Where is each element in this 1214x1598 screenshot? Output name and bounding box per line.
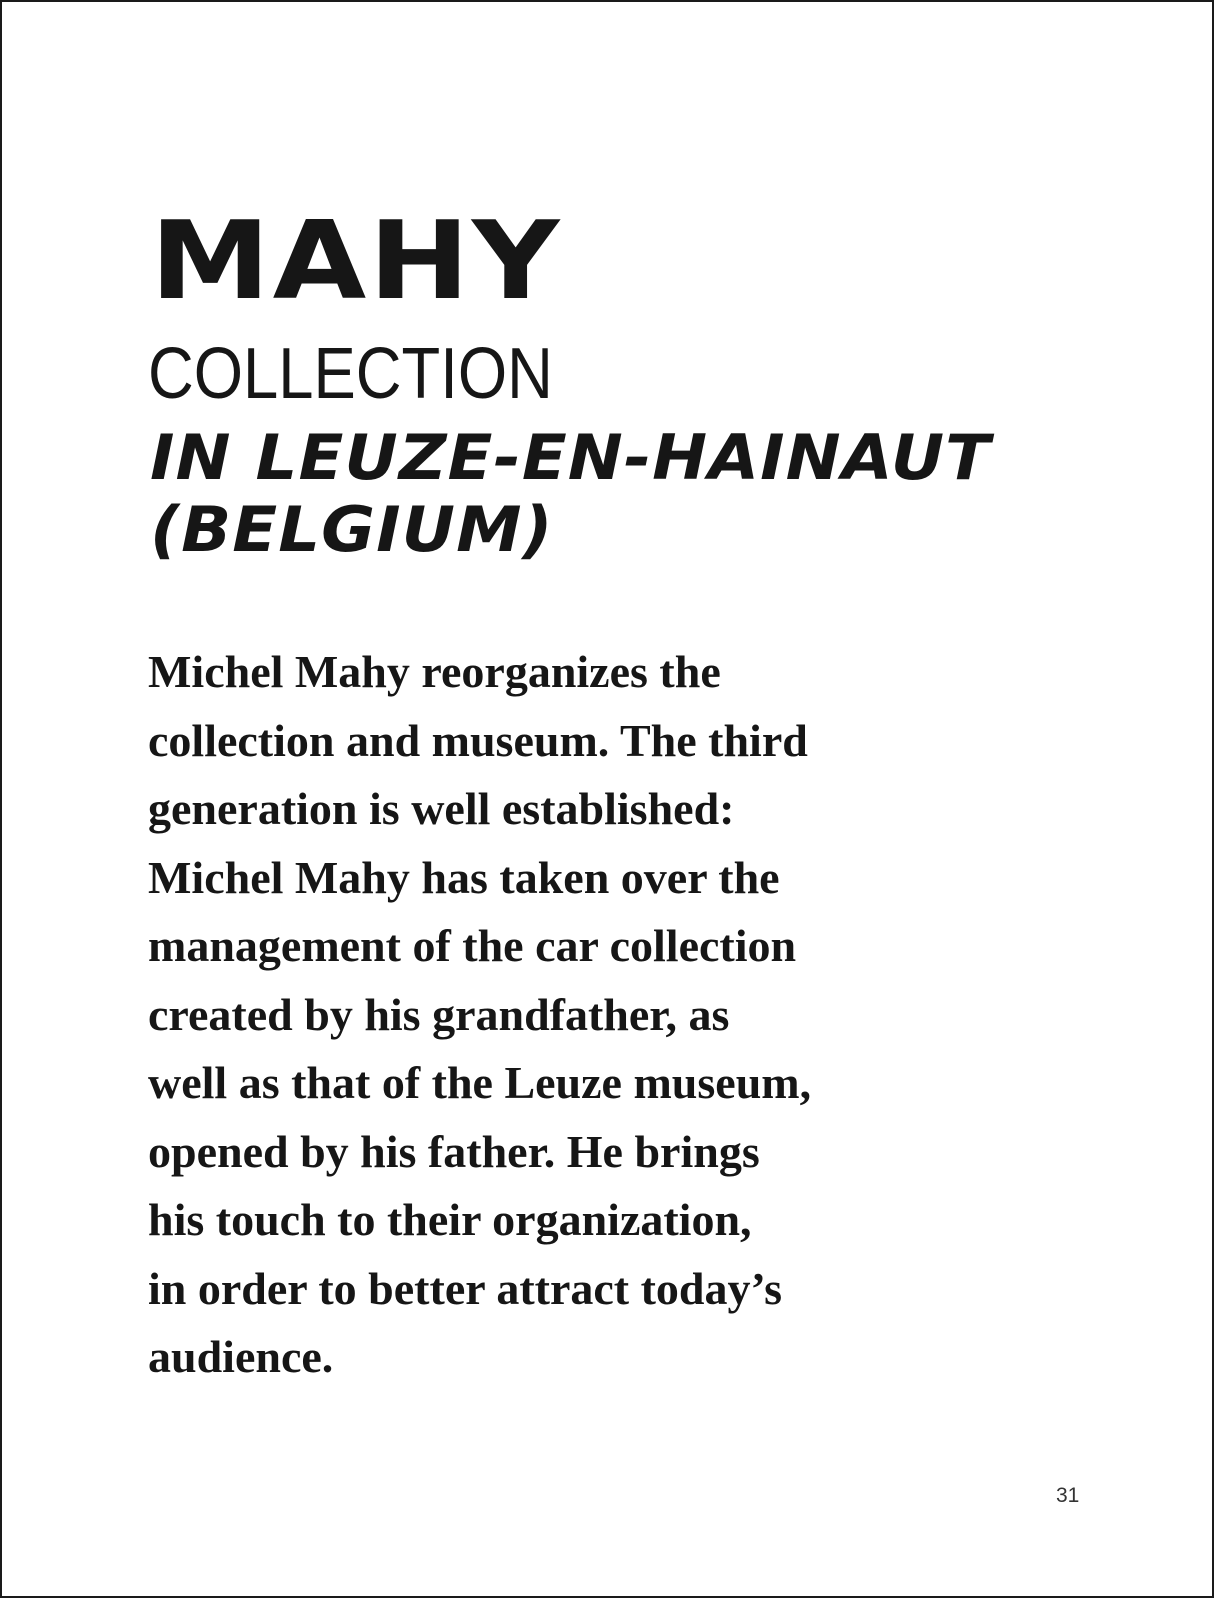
body-line: his touch to their organization, [148, 1194, 752, 1245]
location-line: (BELGIUM) [150, 493, 554, 566]
body-line: collection and museum. The third [148, 714, 808, 766]
body-line: well as that of the Leuze museum, [148, 1057, 812, 1108]
body-line: audience. [148, 1331, 334, 1382]
body-line: management of the car collection [148, 920, 797, 971]
location-heading [150, 422, 1150, 566]
body-line: Michel Mahy has taken over the [148, 851, 780, 903]
page-title: MAHY [150, 199, 562, 324]
location-line: IN LEUZE-EN-HAINAUT [150, 421, 992, 494]
body-line: in order to better attract today’s [148, 1262, 783, 1314]
body-line: opened by his father. He brings [148, 1125, 760, 1177]
body-line: Michel Mahy reorganizes the [148, 646, 721, 697]
body-line: generation is well established: [148, 783, 735, 834]
page-number: 31 [1056, 1484, 1080, 1507]
body-paragraph [148, 638, 811, 1392]
page-subtitle: COLLECTION [148, 334, 553, 414]
body-line: created by his grandfather, as [148, 988, 730, 1040]
